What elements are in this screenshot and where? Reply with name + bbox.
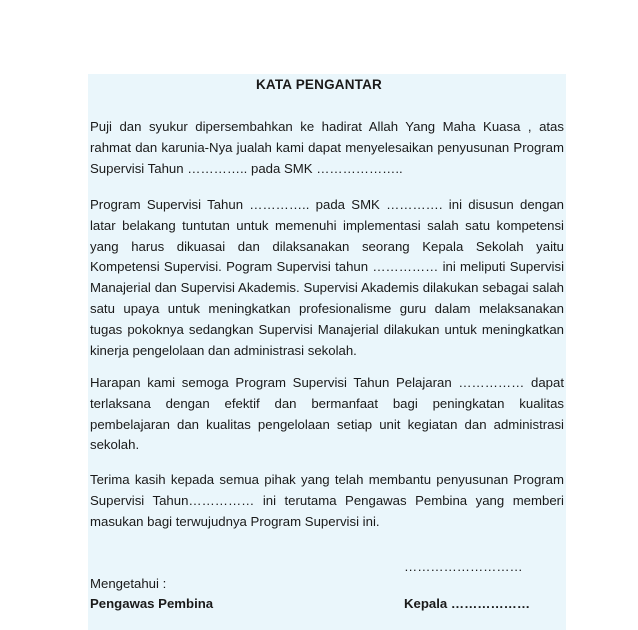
paragraph-opening: Puji dan syukur dipersembahkan ke hadirat Allah Yang Maha Kuasa , atas rahmat dan karunia-Nya jualah kami dapat menyelesaikan penyusunan Program Supervisi Tahun ………….. pada SMK ………………..: [90, 119, 564, 176]
left-signatory: Pengawas Pembina: [90, 596, 214, 611]
place-date-placeholder: ………………………: [404, 559, 523, 574]
paragraph-hope: Harapan kami semoga Program Supervisi Tahun Pelajaran …………… dapat terlaksana dengan efektif dan bermanfaat bagi peningkatan kualitas pembelajaran dan kualitas pengelolaan setiap unit kegiatan dan administrasi sekolah.: [90, 375, 564, 453]
paragraph-thanks: Terima kasih kepada semua pihak yang telah membantu penyusunan Program Supervisi Tahun…………… ini terutama Pengawas Pembina yang memberi masukan bagi terwujudnya Program Supervisi ini.: [90, 472, 564, 529]
paragraph-background: Program Supervisi Tahun ………….. pada SMK …………. ini disusun dengan latar belakang tuntutan untuk memenuhi implementasi salah satu kompetensi yang harus dikuasai dan dilaksanakan seorang Kepala Sekolah yaitu Kompetensi Supervisi. Pogram Supervisi tahun …………… ini meliputi Supervisi Manajerial dan Supervisi Akademis. Supervisi Akademis dilakukan sebagai salah satu upaya untuk meningkatkan profesionalisme guru dalam melaksanakan tugas pokoknya sedangkan Supervisi Manajerial dilakukan untuk meningkatkan kinerja pengelolaan dan administrasi sekolah.: [90, 197, 564, 358]
right-signatory: Kepala ………………: [404, 596, 531, 611]
acknowledged-label: Mengetahui :: [90, 576, 167, 591]
document-title: KATA PENGANTAR: [255, 77, 383, 92]
